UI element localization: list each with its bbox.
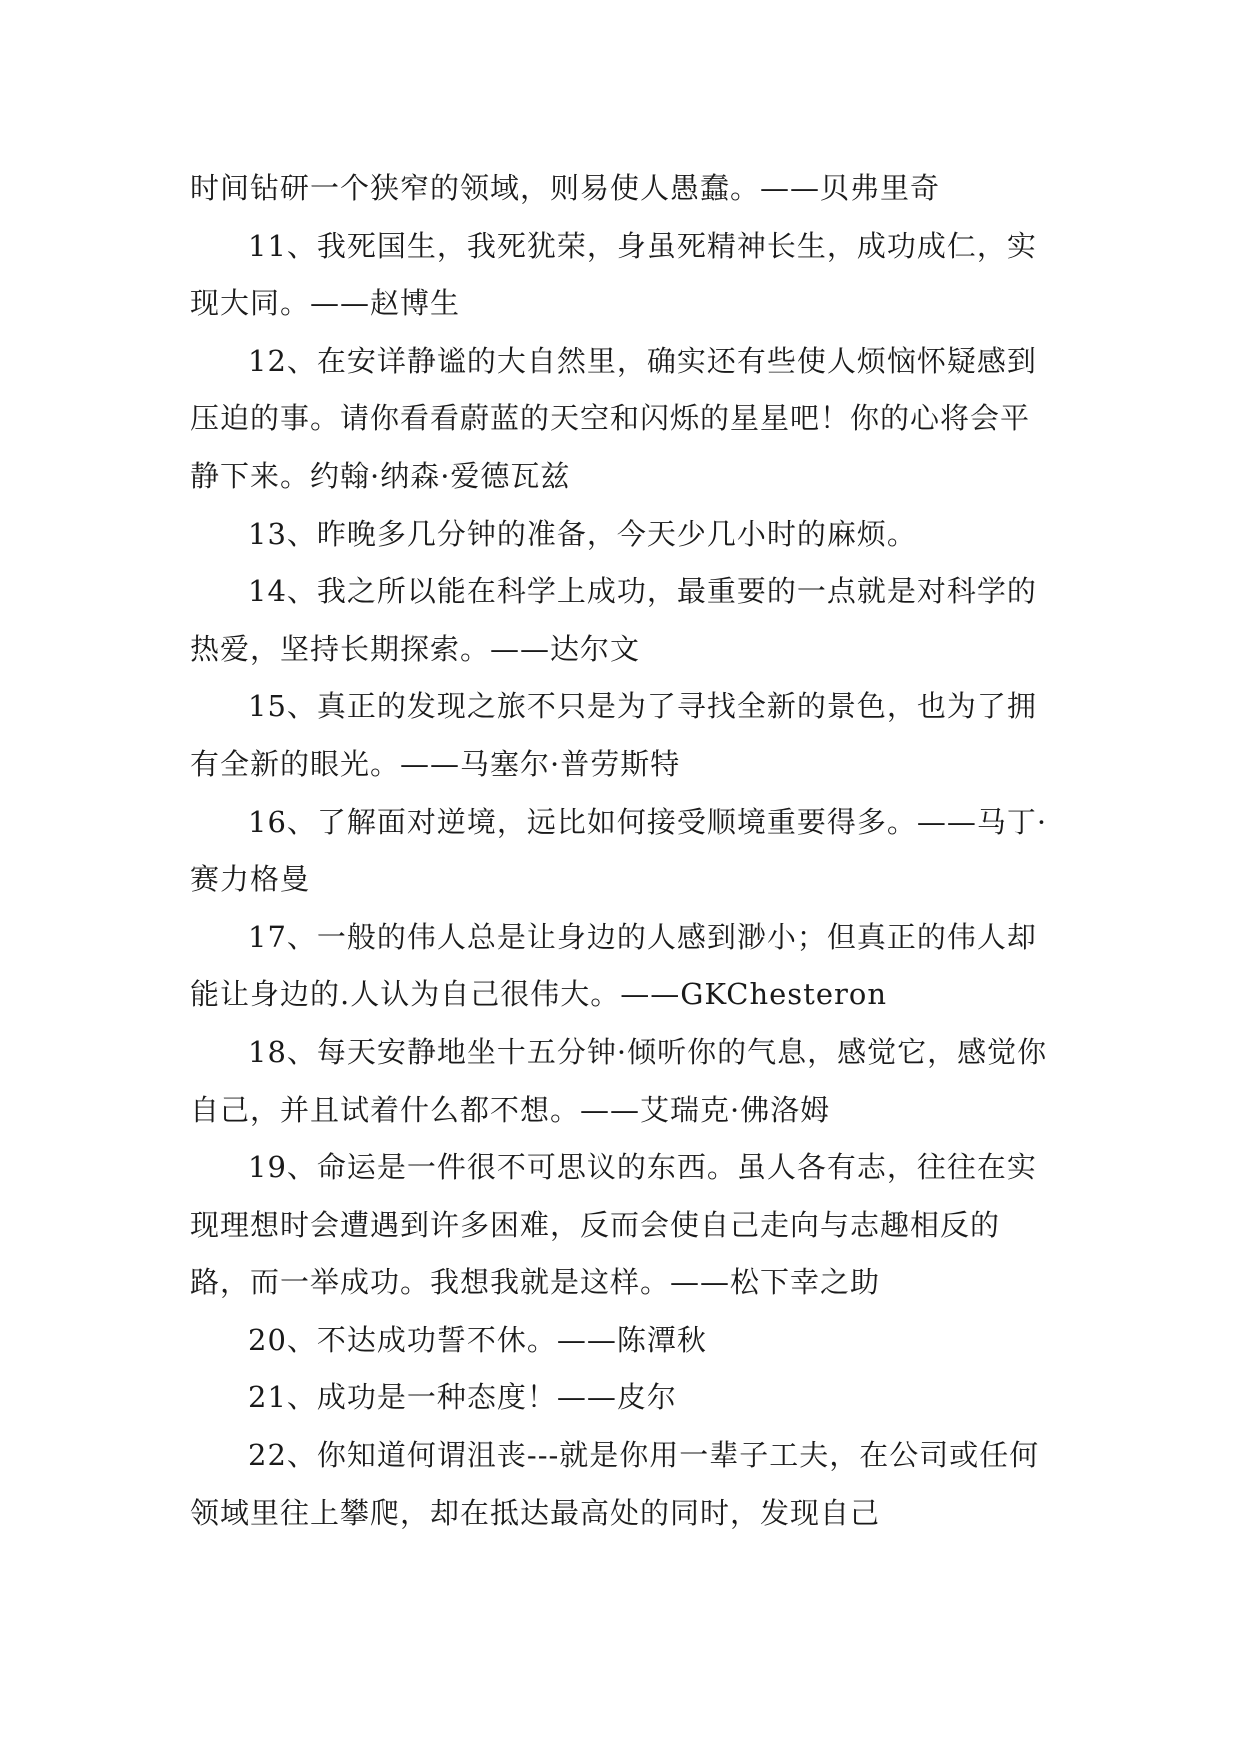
quote-paragraph-15: 15、真正的发现之旅不只是为了寻找全新的景色，也为了拥有全新的眼光。——马塞尔·普劳斯特 bbox=[190, 689, 1037, 781]
quote-paragraph-17: 17、一般的伟人总是让身边的人感到渺小；但真正的伟人却能让身边的.人认为自己很伟大。——GKChesteron bbox=[190, 919, 1037, 1012]
document-body bbox=[190, 160, 1050, 1542]
quote-paragraph-11: 11、我死国生，我死犹荣，身虽死精神长生，成功成仁，实现大同。——赵博生 bbox=[190, 228, 1037, 321]
quote-paragraph-20: 20、不达成功誓不休。——陈潭秋 bbox=[248, 1322, 707, 1357]
quote-paragraph-19: 19、命运是一件很不可思议的东西。虽人各有志，往往在实现理想时会遭遇到许多困难，反而会使自己走向与志趣相反的路，而一举成功。我想我就是这样。——松下幸之助 bbox=[190, 1150, 1037, 1300]
quote-paragraph-13: 13、昨晚多几分钟的准备，今天少几小时的麻烦。 bbox=[248, 516, 917, 551]
quote-paragraph-16: 16、了解面对逆境，远比如何接受顺境重要得多。——马丁·赛力格曼 bbox=[190, 804, 1048, 897]
quote-paragraph-12: 12、在安详静谧的大自然里，确实还有些使人烦恼怀疑感到压迫的事。请你看看蔚蓝的天空和闪烁的星星吧！你的心将会平静下来。约翰·纳森·爱德瓦兹 bbox=[190, 343, 1037, 493]
quote-paragraph-22: 22、你知道何谓沮丧---就是你用一辈子工夫，在公司或任何领域里往上攀爬，却在抵达最高处的同时，发现自己 bbox=[190, 1438, 1040, 1530]
quote-paragraph-14: 14、我之所以能在科学上成功，最重要的一点就是对科学的热爱，坚持长期探索。——达尔文 bbox=[190, 574, 1037, 666]
quote-paragraph-21: 21、成功是一种态度！——皮尔 bbox=[248, 1380, 677, 1415]
paragraph-continuation: 时间钻研一个狭窄的领域，则易使人愚蠢。——贝弗里奇 bbox=[190, 171, 941, 205]
quote-paragraph-18: 18、每天安静地坐十五分钟·倾听你的气息，感觉它，感觉你自己，并且试着什么都不想。——艾瑞克·佛洛姆 bbox=[190, 1034, 1048, 1127]
